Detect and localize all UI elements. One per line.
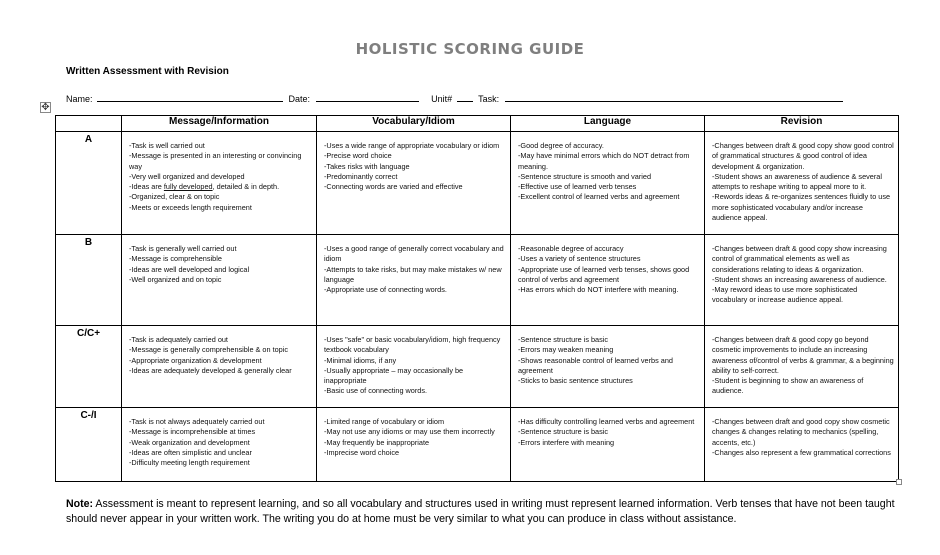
assessment-note xyxy=(66,497,906,526)
table-row xyxy=(56,235,899,326)
language-cell xyxy=(511,132,705,235)
criterion: -Takes risks with language xyxy=(324,161,410,171)
header-vocabulary: Vocabulary/Idiom xyxy=(317,116,511,132)
task-blank[interactable] xyxy=(505,92,843,102)
criterion-post: , detailed & in depth. xyxy=(212,182,280,192)
move-arrows-icon[interactable]: ✥ xyxy=(41,102,50,113)
table-row xyxy=(56,132,899,235)
criterion: -May frequently be inappropriate xyxy=(324,437,430,447)
header-revision: Revision xyxy=(705,116,899,132)
header-message: Message/Information xyxy=(122,116,317,132)
criterion: -Weak organization and development xyxy=(129,437,250,447)
name-label: Name: xyxy=(66,94,93,104)
grade-label: A xyxy=(56,132,122,235)
criterion: -Student shows an awareness of audience & several attempts to reshape writing to appeal more to it. xyxy=(712,171,882,192)
date-label: Date: xyxy=(288,94,311,104)
table-row xyxy=(56,326,899,408)
criterion: -Ideas are well developed and logical xyxy=(129,264,250,274)
criterion: -Minimal idioms, if any xyxy=(324,355,397,365)
criterion: -Very well organized and developed xyxy=(129,171,245,181)
header-language: Language xyxy=(511,116,705,132)
criterion: -Changes between draft & good copy go beyond cosmetic improvements to include an increasing awareness of/control of verbs & grammar, & a beginning ability to self-correct. xyxy=(712,335,894,375)
revision-cell xyxy=(705,408,899,482)
criterion: -Task is well carried out xyxy=(129,141,205,150)
criterion: -Shows reasonable control of learned verbs and agreement xyxy=(518,355,673,375)
vocabulary-cell xyxy=(317,408,511,482)
revision-cell xyxy=(705,132,899,235)
criterion: -Errors interfere with meaning xyxy=(518,437,615,447)
document-subtitle: Written Assessment with Revision xyxy=(66,66,229,77)
criterion: -Usually appropriate – may occasionally be inappropriate xyxy=(324,365,464,386)
criterion: -Sentence structure is basic xyxy=(518,335,609,344)
note-text: Assessment is meant to represent learning, and so all vocabulary and structures used in writing must represent learned information. Verb tenses that have not been taught should never appear in your written work. The writing you do at home must be very similar to what you can produce in class without assistance. xyxy=(66,498,895,525)
criterion: -Changes also represent a few grammatical corrections xyxy=(712,447,891,457)
criterion: -May not use any idioms or may use them incorrectly xyxy=(324,427,495,437)
criterion xyxy=(129,182,312,192)
criterion: -Student shows an increasing awareness of audience. xyxy=(712,274,887,284)
criterion: -Sentence structure is basic xyxy=(518,427,609,437)
name-blank[interactable] xyxy=(97,92,283,102)
criterion: -Attempts to take risks, but may make mistakes w/ new language xyxy=(324,264,502,284)
language-cell xyxy=(511,408,705,482)
criterion: -Message is generally comprehensible & on topic xyxy=(129,345,288,355)
criterion: -May reword ideas to use more sophisticated vocabulary or increase audience appeal. xyxy=(712,285,858,305)
criterion: -Student is beginning to show an awareness of audience. xyxy=(712,376,864,396)
criterion: -Uses a wide range of appropriate vocabulary or idiom xyxy=(324,141,500,150)
criterion: -Task is not always adequately carried out xyxy=(129,417,265,426)
criterion: -Reasonable degree of accuracy xyxy=(518,244,624,253)
revision-cell xyxy=(705,235,899,326)
language-cell xyxy=(511,235,705,326)
criterion: -Predominantly correct xyxy=(324,171,398,181)
criterion: -Errors may weaken meaning xyxy=(518,345,614,355)
criterion: -Appropriate use of learned verb tenses, shows good control of verbs and agreement xyxy=(518,264,690,284)
criterion: -Changes between draft & good copy show good control of grammatical structures & good control of idea development & organization. xyxy=(712,141,894,171)
criterion: -Ideas are adequately developed & generally clear xyxy=(129,365,292,375)
message-cell xyxy=(122,408,317,482)
criterion: -Difficulty meeting length requirement xyxy=(129,458,250,468)
criterion: -Changes between draft & good copy show increasing control of grammatical elements as well as considerations relating to ideas & organization. xyxy=(712,244,887,274)
note-label: Note: xyxy=(66,498,94,510)
message-cell xyxy=(122,326,317,408)
criterion: -Appropriate organization & development xyxy=(129,355,262,365)
language-cell xyxy=(511,326,705,408)
revision-cell xyxy=(705,326,899,408)
criterion: -Sticks to basic sentence structures xyxy=(518,376,633,386)
unit-blank[interactable] xyxy=(457,92,473,102)
vocabulary-cell xyxy=(317,326,511,408)
criterion: -Message is presented in an interesting or convincing way xyxy=(129,151,302,171)
criterion-pre: -Ideas are xyxy=(129,182,164,192)
criterion: -Excellent control of learned verbs and agreement xyxy=(518,192,680,202)
task-label: Task: xyxy=(478,94,500,104)
vocabulary-cell xyxy=(317,132,511,235)
criterion: -Good degree of accuracy. xyxy=(518,141,604,150)
vocabulary-cell xyxy=(317,235,511,326)
criterion: -Task is adequately carried out xyxy=(129,335,228,344)
criterion: -Changes between draft and good copy show cosmetic changes & changes relating to mechanics (spelling, accents, etc.) xyxy=(712,417,890,447)
message-cell xyxy=(122,132,317,235)
criterion: -Basic use of connecting words. xyxy=(324,386,428,396)
criterion: -Connecting words are varied and effective xyxy=(324,182,463,192)
criterion: -Well organized and on topic xyxy=(129,274,222,284)
criterion: -Uses "safe" or basic vocabulary/idiom, high frequency textbook vocabulary xyxy=(324,335,501,355)
grade-label: C/C+ xyxy=(56,326,122,408)
criterion: -Message is comprehensible xyxy=(129,254,222,264)
criterion: -Ideas are often simplistic and unclear xyxy=(129,447,252,457)
criterion: -Imprecise word choice xyxy=(324,447,400,457)
criterion: -Uses a variety of sentence structures xyxy=(518,254,641,264)
criterion: -Meets or exceeds length requirement xyxy=(129,202,252,212)
header-grade xyxy=(56,116,122,132)
criterion: -Rewords ideas & re-organizes sentences fluidly to use more sophisticated vocabulary and/or increase audience appeal. xyxy=(712,192,891,223)
document-title: HOLISTIC SCORING GUIDE xyxy=(355,40,585,58)
table-resize-handle[interactable] xyxy=(896,479,902,485)
criterion: -Sentence structure is smooth and varied xyxy=(518,171,652,181)
criterion: -Message is incomprehensible at times xyxy=(129,427,256,437)
grade-label: B xyxy=(56,235,122,326)
grade-label: C-/I xyxy=(56,408,122,482)
criterion: -May have minimal errors which do NOT detract from meaning. xyxy=(518,151,690,171)
date-blank[interactable] xyxy=(316,92,419,102)
criterion: -Precise word choice xyxy=(324,151,392,161)
criterion: -Has errors which do NOT interfere with meaning. xyxy=(518,285,679,295)
criterion: -Appropriate use of connecting words. xyxy=(324,285,447,295)
criterion: -Has difficulty controlling learned verbs and agreement xyxy=(518,417,695,426)
scoring-table xyxy=(55,115,899,482)
criterion: -Effective use of learned verb tenses xyxy=(518,182,637,192)
message-cell xyxy=(122,235,317,326)
criterion: -Limited range of vocabulary or idiom xyxy=(324,417,445,426)
unit-label: Unit# xyxy=(431,94,453,104)
criterion: -Organized, clear & on topic xyxy=(129,192,220,202)
student-info-line xyxy=(66,92,843,104)
table-row xyxy=(56,408,899,482)
underlined-emphasis: fully developed xyxy=(163,182,213,192)
table-header-row xyxy=(56,116,899,132)
criterion: -Uses a good range of generally correct vocabulary and idiom xyxy=(324,244,504,264)
criterion: -Task is generally well carried out xyxy=(129,244,237,253)
